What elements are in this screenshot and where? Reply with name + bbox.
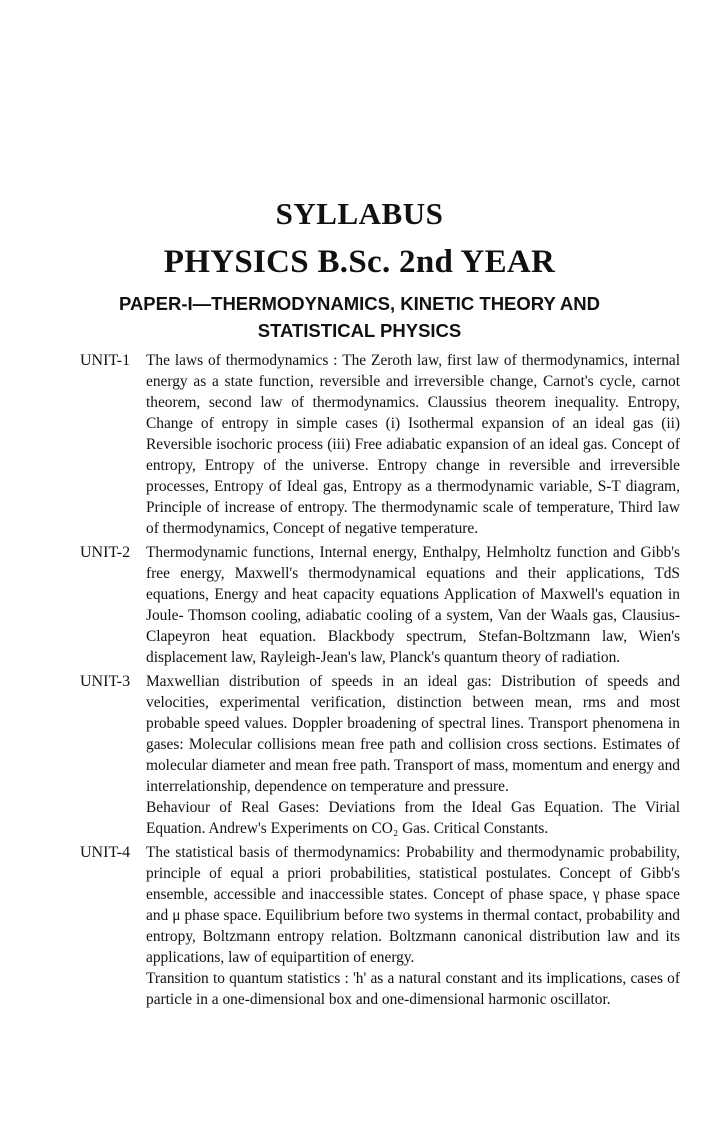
unit-label: UNIT-3 xyxy=(80,673,131,690)
unit-body xyxy=(146,350,680,539)
course-title: PHYSICS B.Sc. 2nd YEAR xyxy=(163,244,556,280)
unit-label: UNIT-4 xyxy=(80,844,131,861)
page-title: SYLLABUS xyxy=(275,196,444,231)
unit-2 xyxy=(80,542,680,668)
unit-body xyxy=(146,671,680,839)
paper-title xyxy=(0,290,719,344)
unit-paragraph: The statistical basis of thermodynamics: Probability and thermodynamic probability, principle of equal a priori probabilities, statistical postulates. Concept of Gibb's ensemble, accessible and inaccessible states. Concept of phase space, γ phase space and μ phase space. Equilibrium before two systems in thermal contact, probability and entropy, Boltzmann entropy relation. Boltzmann canonical distribution law and its applications, law of equipartition of energy. xyxy=(146,844,680,966)
paper-title-line-2: STATISTICAL PHYSICS xyxy=(257,320,462,341)
unit-3 xyxy=(80,671,680,839)
unit-paragraph: The laws of thermodynamics : The Zeroth law, first law of thermodynamics, internal energy as a state function, reversible and irreversible change, Carnot's cycle, carnot theorem, second law of thermodynamics. Claussius theorem inequality. Entropy, Change of entropy in simple cases (i) Isothermal expansion of an ideal gas (ii) Reversible isochoric process (iii) Free adiabatic expansion of an ideal gas. Concept of entropy, Entropy of the universe. Entropy change in reversible and irreversible processes, Entropy of Ideal gas, Entropy as a thermodynamic variable, S-T diagram, Principle of increase of entropy. The thermodynamic scale of temperature, Third law of thermodynamics, Concept of negative temperature. xyxy=(146,352,680,537)
unit-1 xyxy=(80,350,680,539)
unit-paragraph: Behaviour of Real Gases: Deviations from the Ideal Gas Equation. The Virial Equation. Andrew's Experiments on CO₂ Gas. Critical Constants. xyxy=(146,799,680,837)
unit-paragraph: Transition to quantum statistics : 'h' as a natural constant and its implications, cases of particle in a one-dimensional box and one-dimensional harmonic oscillator. xyxy=(146,970,680,1008)
unit-4 xyxy=(80,842,680,1010)
unit-body xyxy=(146,542,680,668)
units-list xyxy=(80,350,680,1013)
unit-label: UNIT-1 xyxy=(80,352,131,369)
paper-title-line-1: PAPER-I—THERMODYNAMICS, KINETIC THEORY AND xyxy=(118,293,601,314)
unit-body xyxy=(146,842,680,1010)
unit-paragraph: Maxwellian distribution of speeds in an ideal gas: Distribution of speeds and velocities, experimental verification, distinction between mean, rms and most probable speed values. Doppler broadening of spectral lines. Transport phenomena in gases: Molecular collisions mean free path and collision cross sections. Estimates of molecular diameter and mean free path. Transport of mass, momentum and energy and interrelationship, dependence on temperature and pressure. xyxy=(146,673,680,795)
unit-label: UNIT-2 xyxy=(80,544,131,561)
unit-paragraph: Thermodynamic functions, Internal energy, Enthalpy, Helmholtz function and Gibb's free energy, Maxwell's thermodynamical equations and their applications, TdS equations, Energy and heat capacity equations Application of Maxwell's equation in Joule- Thomson cooling, adiabatic cooling of a system, Van der Waals gas, Clausius-Clapeyron heat equation. Blackbody spectrum, Stefan-Boltzmann law, Wien's displacement law, Rayleigh-Jean's law, Planck's quantum theory of radiation. xyxy=(146,544,680,666)
